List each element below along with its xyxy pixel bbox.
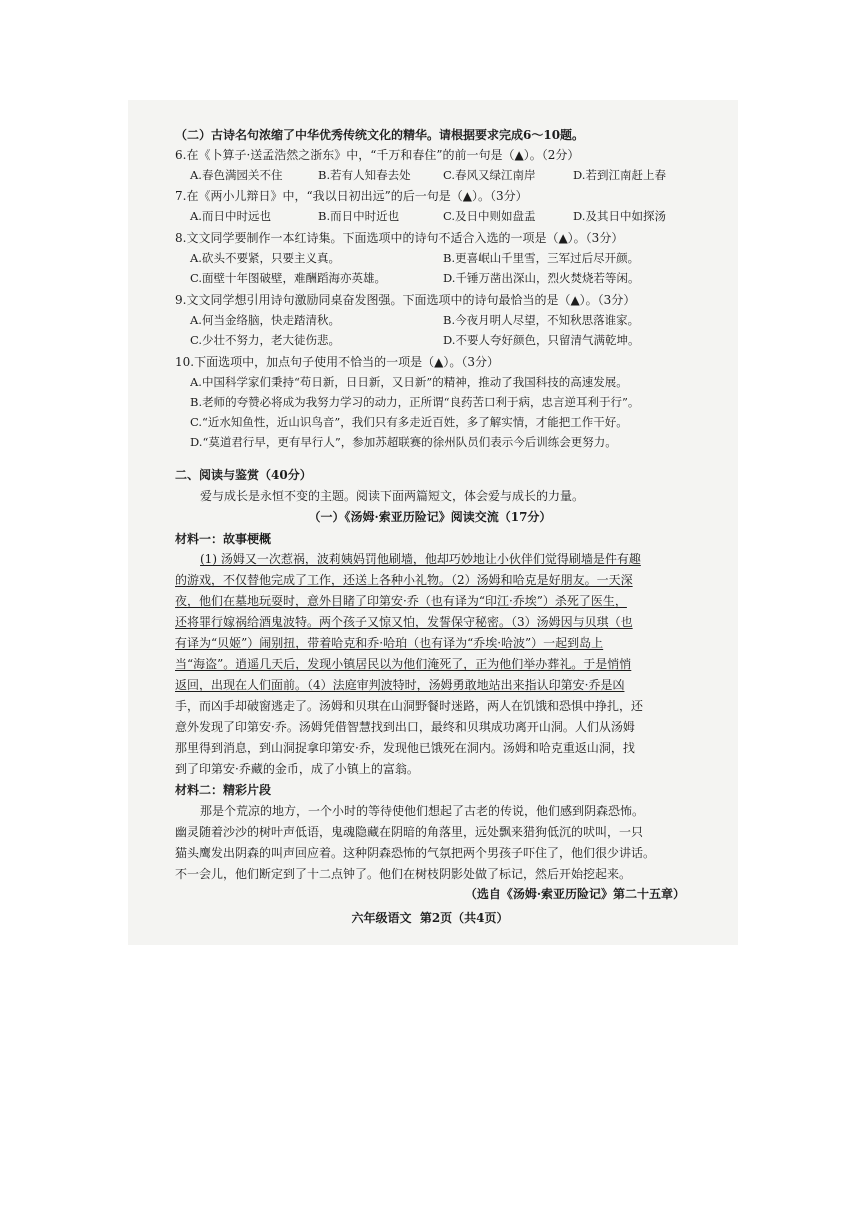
q7-option-d: D.及其日中如探汤	[573, 209, 666, 223]
material-one-title: 材料一：故事梗概	[175, 532, 272, 546]
q8-option-a: A.砍头不要紧，只要主义真。	[190, 251, 340, 265]
question-8-stem: 8.文文同学要制作一本红诗集。下面选项中的诗句不适合入选的一项是（▲）。（3分）	[175, 231, 624, 245]
synopsis-line: 还将罪行嫁祸给酒鬼波特。两个孩子又惊又怕，发誓保守秘密。（3）汤姆因与贝琪（也	[175, 615, 633, 629]
q6-option-c: C.春风又绿江南岸	[443, 168, 536, 182]
q8-option-d: D.千锤万凿出深山，烈火焚烧若等闲。	[443, 271, 640, 285]
q7-option-b: B.而日中时近也	[318, 209, 400, 223]
excerpt-source: （选自《汤姆·索亚历险记》第二十五章）	[464, 887, 685, 901]
synopsis-line: 意外发现了印第安·乔。汤姆凭借智慧找到出口，最终和贝琪成功离开山洞。人们从汤姆	[175, 720, 635, 734]
q10-option-d: D.“莫道君行早，更有早行人”，参加苏超联赛的徐州队员们表示今后训练会更努力。	[190, 435, 617, 449]
excerpt-line: 幽灵随着沙沙的树叶声低语，鬼魂隐藏在阴暗的角落里，远处飘来猎狗低沉的吠叫，一只	[175, 825, 644, 839]
excerpt-line: 猫头鹰发出阴森的叫声回应着。这种阴森恐怖的气氛把两个男孩子吓住了，他们很少讲话。	[175, 846, 656, 860]
synopsis-line: 有译为“贝姬”）闹别扭，带着哈克和乔·哈珀（也有译为“乔埃·哈波”）一起到岛上	[175, 636, 604, 650]
synopsis-line: 那里得到消息，到山洞捉拿印第安·乔，发现他已饿死在洞内。汤姆和哈克重返山洞，找	[175, 741, 635, 755]
excerpt-line: 那是个荒凉的地方，一个小时的等待使他们想起了古老的传说，他们感到阴森恐怖。	[200, 804, 645, 818]
synopsis-line: 手，而凶手却破窗逃走了。汤姆和贝琪在山洞野餐时迷路，两人在饥饿和恐惧中挣扎，还	[175, 699, 644, 713]
q9-option-a: A.何当金络脑，快走踏清秋。	[190, 313, 340, 327]
question-9-stem: 9.文文同学想引用诗句激励同桌奋发图强。下面选项中的诗句最恰当的是（▲）。（3分）	[175, 293, 636, 307]
q7-option-c: C.及日中则如盘盂	[443, 209, 536, 223]
synopsis-line: (1) 汤姆又一次惹祸，波莉姨妈罚他刷墙，他却巧妙地让小伙伴们觉得刷墙是件有趣	[200, 552, 641, 566]
q7-option-a: A.而日中时远也	[190, 209, 271, 223]
page-footer: 六年级语文 第2页（共4页）	[351, 911, 509, 925]
question-6-stem: 6.在《卜算子·送孟浩然之浙东》中，“千万和春住”的前一句是（▲）。（2分）	[175, 148, 580, 162]
q6-option-b: B.若有人知春去处	[318, 168, 411, 182]
synopsis-line: 到了印第安·乔藏的金币，成了小镇上的富翁。	[175, 762, 419, 776]
q6-option-a: A.春色满园关不住	[190, 168, 283, 182]
question-7-stem: 7.在《两小儿辩日》中，“我以日初出远”的后一句是（▲）。（3分）	[175, 189, 528, 203]
q10-option-b: B.老师的夸赞必将成为我努力学习的动力，正所谓“良药苦口利于病，忠言逆耳利于行”。	[190, 395, 640, 409]
q9-option-b: B.今夜月明人尽望，不知秋思落谁家。	[443, 313, 640, 327]
synopsis-line: 夜，他们在墓地玩耍时，意外目睹了印第安·乔（也有译为“印江·乔埃”）杀死了医生，	[175, 594, 627, 608]
synopsis-line: 当“海盗”。逍遥几天后，发现小镇居民以为他们淹死了，正为他们举办葬礼。于是悄悄	[175, 657, 632, 671]
synopsis-line: 的游戏，不仅替他完成了工作，还送上各种小礼物。（2）汤姆和哈克是好朋友。一天深	[175, 573, 633, 587]
question-10-stem: 10.下面选项中，加点句子使用不恰当的一项是（▲）。（3分）	[175, 355, 499, 369]
passage-one-title: （一）《汤姆·索亚历险记》阅读交流（17分）	[308, 510, 552, 524]
part-two-intro: 爱与成长是永恒不变的主题。阅读下面两篇短文，体会爱与成长的力量。	[200, 489, 585, 503]
q10-option-a: A.中国科学家们秉持“苟日新，日日新，又日新”的精神，推动了我国科技的高速发展。	[190, 375, 628, 389]
q9-option-d: D.不要人夸好颜色，只留清气满乾坤。	[443, 333, 640, 347]
material-two-title: 材料二：精彩片段	[175, 783, 272, 797]
section-two-intro: （二）古诗名句浓缩了中华优秀传统文化的精华。请根据要求完成6～10题。	[175, 128, 585, 142]
excerpt-line: 不一会儿，他们断定到了十二点钟了。他们在树枝阴影处做了标记，然后开始挖起来。	[175, 867, 632, 881]
q6-option-d: D.若到江南赶上春	[573, 168, 666, 182]
part-two-heading: 二、阅读与鉴赏（40分）	[175, 468, 312, 482]
q8-option-b: B.更喜岷山千里雪，三军过后尽开颜。	[443, 251, 640, 265]
q10-option-c: C.“近水知鱼性，近山识鸟音”，我们只有多走近百姓，多了解实情，才能把工作干好。	[190, 415, 628, 429]
q8-option-c: C.面壁十年图破壁，难酬蹈海亦英雄。	[190, 271, 387, 285]
synopsis-line: 返回，出现在人们面前。（4）法庭审判波特时，汤姆勇敢地站出来指认印第安·乔是凶	[175, 678, 625, 692]
q9-option-c: C.少壮不努力，老大徒伤悲。	[190, 333, 341, 347]
